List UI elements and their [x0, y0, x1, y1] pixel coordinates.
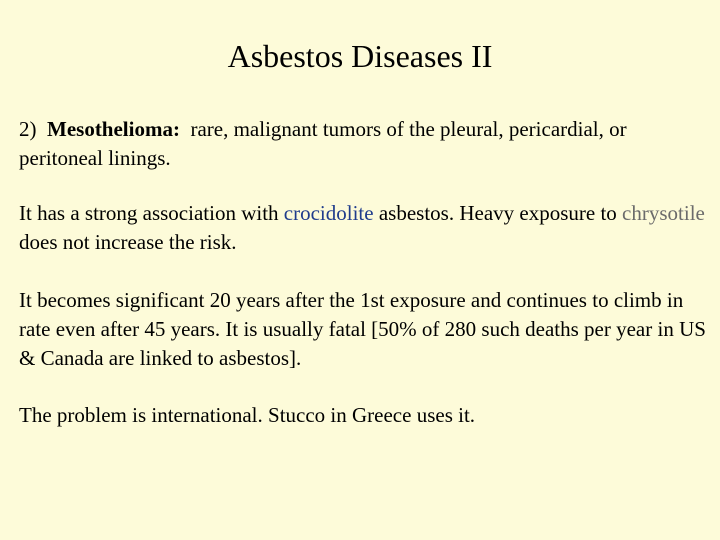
- slide-title: Asbestos Diseases II: [227, 38, 493, 74]
- association-text-middle: asbestos. Heavy exposure to: [373, 201, 623, 225]
- paragraph-international: The problem is international. Stucco in Greece uses it.: [19, 403, 476, 427]
- definition-text: rare, malignant tumors of the pleural, pericardial, or peritoneal linings.: [19, 117, 627, 170]
- crocidolite-term: crocidolite: [283, 201, 374, 225]
- paragraph-significance: It becomes significant 20 years after the 1st exposure and continues to climb in rate even after 45 years. It is usually fatal [50% of 280 such deaths per year in US & Canada are linked to asbestos].: [19, 288, 706, 370]
- chrysotile-term: chrysotile: [622, 201, 705, 225]
- association-text-before: It has a strong association with: [19, 201, 284, 225]
- paragraph-association: [19, 199, 709, 257]
- association-text-after: does not increase the risk.: [19, 230, 237, 254]
- term-mesothelioma: Mesothelioma:: [47, 117, 180, 141]
- item-number: 2): [19, 117, 37, 141]
- paragraph-mesothelioma: [19, 115, 709, 173]
